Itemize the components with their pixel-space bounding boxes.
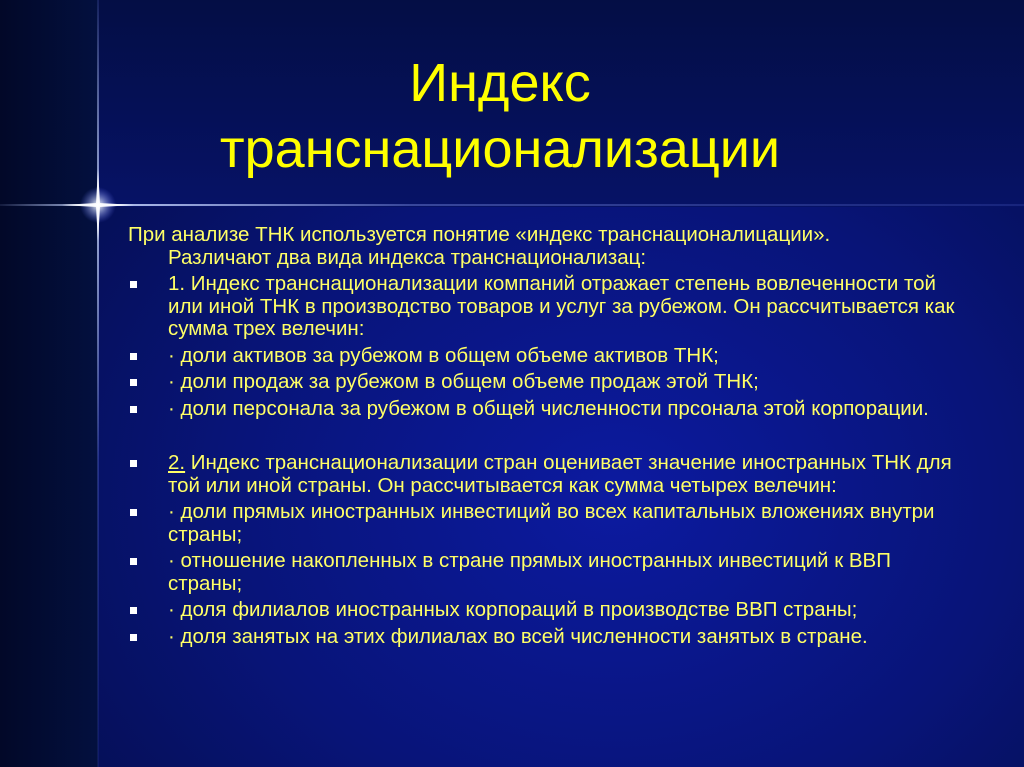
vertical-light-line <box>97 0 99 767</box>
list-item-number: 2. <box>168 451 186 474</box>
list-item <box>128 501 958 546</box>
square-bullet-icon <box>130 406 137 413</box>
list-item-text: · доли персонала за рубежом в общей численности прсонала этой корпорации. <box>168 396 929 420</box>
square-bullet-icon <box>130 607 137 614</box>
intro-paragraph <box>128 224 958 269</box>
list-item-text: · доли продаж за рубежом в общем объеме продаж этой ТНК; <box>168 370 759 393</box>
list-item-text: Индекс транснационализации стран оценивает значение иностранных ТНК для той или иной страны. Он рассчитывается как сумма четырех велечин: <box>168 451 952 497</box>
horizontal-light-line <box>0 204 1024 206</box>
slide-title <box>150 50 850 182</box>
list-item-text: · доли прямых иностранных инвестиций во всех капитальных вложениях внутри страны; <box>168 500 935 546</box>
list-item-text: · доля филиалов иностранных корпораций в производстве ВВП страны; <box>168 598 858 621</box>
bullet-list <box>128 273 958 648</box>
list-item <box>128 398 958 421</box>
sparkle-star-icon <box>58 165 138 245</box>
list-item <box>128 371 958 394</box>
list-item <box>128 345 958 368</box>
title-line-1: Индекс <box>409 53 591 113</box>
square-bullet-icon <box>130 353 137 360</box>
slide-body <box>128 224 958 652</box>
list-item <box>128 626 958 649</box>
intro-line-1: При анализе ТНК используется понятие «индекс транснационалицации». <box>128 223 831 246</box>
list-item-text: · доли активов за рубежом в общем объеме активов ТНК; <box>168 343 719 367</box>
square-bullet-icon <box>130 379 137 386</box>
left-band <box>0 0 98 767</box>
intro-line-2: Различают два вида индекса транснационализац: <box>168 245 647 269</box>
list-item <box>128 273 958 341</box>
list-item-text: · отношение накопленных в стране прямых иностранных инвестиций к ВВП страны; <box>168 549 891 595</box>
list-item <box>128 452 958 497</box>
square-bullet-icon <box>130 558 137 565</box>
list-item-text: · доля занятых на этих филиалах во всей численности занятых в стране. <box>168 624 868 648</box>
square-bullet-icon <box>130 460 137 467</box>
square-bullet-icon <box>130 509 137 516</box>
list-item <box>128 599 958 622</box>
list-item <box>128 550 958 595</box>
square-bullet-icon <box>130 281 137 288</box>
list-item-text: 1. Индекс транснационализации компаний отражает степень вовлеченности той или иной ТНК в производство товаров и услуг за рубежом. Он рассчитывается как сумма трех велечин: <box>168 272 955 340</box>
square-bullet-icon <box>130 634 137 641</box>
title-line-2: транснационализации <box>219 119 781 179</box>
